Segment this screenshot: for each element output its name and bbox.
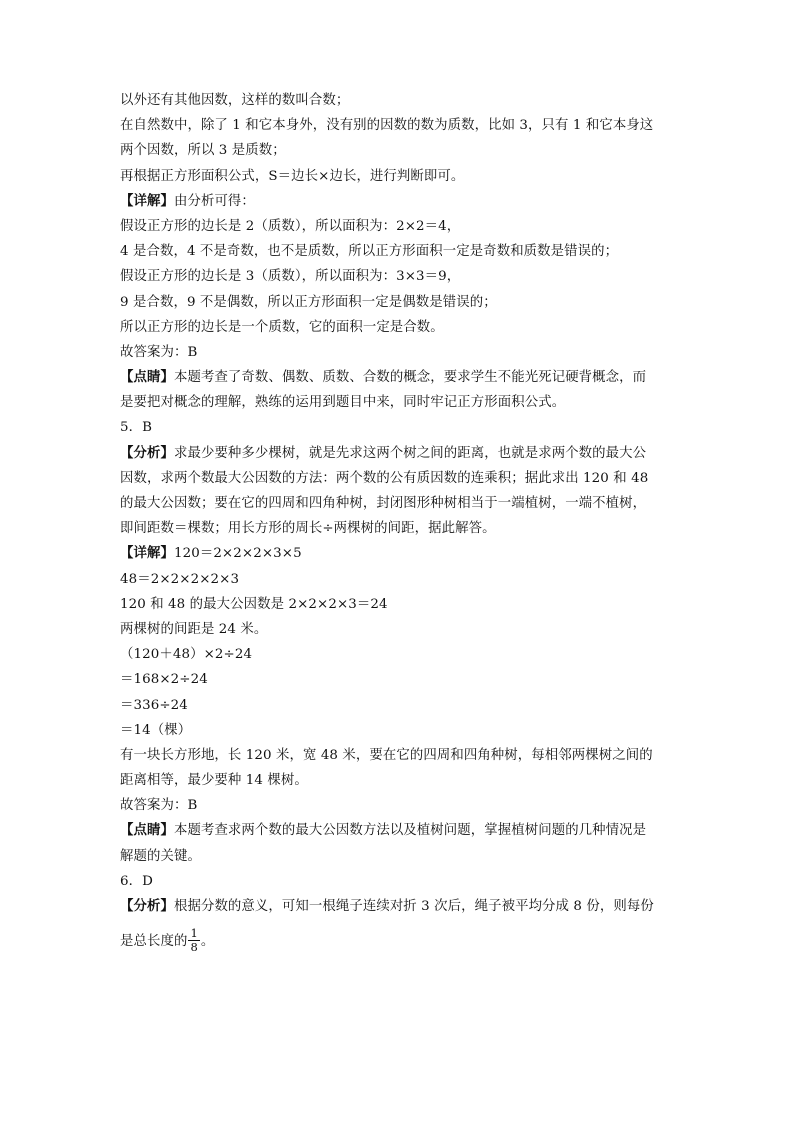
text-line: 9 是合数，9 不是偶数，所以正方形面积一定是偶数是错误的；	[120, 294, 497, 310]
text-line: ＝336÷24	[120, 697, 188, 713]
fraction-denominator: 8	[190, 940, 198, 955]
section-tag: 【分析】	[120, 444, 174, 461]
section-text: 根据分数的意义，可知一根绳子连续对折 3 次后，绳子被平均分成 8 份，则每份	[173, 899, 654, 914]
fraction-line-text: 是总长度的	[120, 934, 188, 950]
text-line	[120, 894, 680, 919]
text-line: 假设正方形的边长是 3（质数），所以面积为：3×3＝9，	[120, 269, 461, 285]
section-text: 120＝2×2×2×3×5	[173, 546, 302, 562]
text-line	[120, 441, 680, 466]
text-line	[120, 189, 680, 214]
text-line	[120, 818, 680, 843]
section-text: 本题考查了奇数、偶数、质数、合数的概念，要求学生不能光死记硬背概念，而	[173, 370, 647, 386]
section-text: 求最少要种多少棵树，就是先求这两个树之间的距离，也就是求两个数的最大公	[173, 445, 647, 461]
document-body	[120, 88, 680, 965]
text-line: 4 是合数，4 不是奇数，也不是质数，所以正方形面积一定是奇数和质数是错误的；	[120, 244, 619, 260]
text-line: 5．B	[120, 420, 153, 436]
text-line	[120, 541, 680, 566]
section-tag: 【详解】	[120, 192, 174, 209]
text-line: 120 和 48 的最大公因数是 2×2×2×3＝24	[120, 596, 388, 612]
text-line: 6．D	[120, 873, 153, 889]
text-line: 故答案为：B	[120, 344, 198, 360]
text-line: 故答案为：B	[120, 798, 198, 814]
text-line: 距离相等，最少要种 14 棵树。	[120, 773, 308, 789]
text-line: ＝168×2÷24	[120, 672, 208, 688]
text-line: 两个因数，所以 3 是质数；	[120, 143, 286, 159]
text-line	[120, 365, 680, 390]
text-line: 以外还有其他因数，这样的数叫合数；	[120, 93, 350, 108]
section-tag: 【点睛】	[120, 822, 174, 839]
text-line: （120＋48）×2÷24	[120, 647, 253, 663]
fraction-numerator: 1	[190, 926, 198, 941]
section-tag: 【详解】	[120, 545, 174, 562]
text-line-with-fraction	[120, 919, 680, 965]
text-line: 是要把对概念的理解，熟练的运用到题目中来，同时牢记正方形面积公式。	[120, 395, 566, 411]
text-line: ＝14（棵）	[120, 722, 192, 738]
text-line: 解题的关键。	[120, 848, 201, 864]
text-line: 因数，求两个数最大公因数的方法：两个数的公有质因数的连乘积；据此求出 120 和 48	[120, 470, 649, 486]
text-line: 48＝2×2×2×2×3	[120, 571, 240, 587]
text-line: 再根据正方形面积公式，S＝边长×边长，进行判断即可。	[120, 168, 465, 184]
section-tag: 【点睛】	[120, 369, 174, 386]
section-text: 本题考查求两个数的最大公因数方法以及植树问题，掌握植树问题的几种情况是	[173, 823, 647, 839]
fraction-line-end: 。	[200, 934, 215, 950]
text-line: 有一块长方形地，长 120 米，宽 48 米，要在它的四周和四角种树，每相邻两棵树之间的	[120, 747, 653, 763]
text-line: 的最大公因数；要在它的四周和四角种树，封闭图形种树相当于一端植树，一端不植树，	[120, 496, 647, 511]
section-tag: 【分析】	[120, 898, 174, 914]
text-line: 假设正方形的边长是 2（质数），所以面积为：2×2＝4，	[120, 218, 461, 234]
section-text: 由分析可得：	[173, 193, 255, 209]
text-line: 两棵树的间距是 24 米。	[120, 621, 268, 637]
text-line: 所以正方形的边长是一个质数，它的面积一定是合数。	[120, 319, 444, 335]
text-line: 在自然数中，除了 1 和它本身外，没有别的因数的数为质数，比如 3，只有 1 和它本身这	[120, 118, 654, 134]
text-line: 即间距数＝棵数；用长方形的周长÷两棵树的间距，据此解答。	[120, 521, 496, 537]
fraction	[188, 927, 199, 954]
